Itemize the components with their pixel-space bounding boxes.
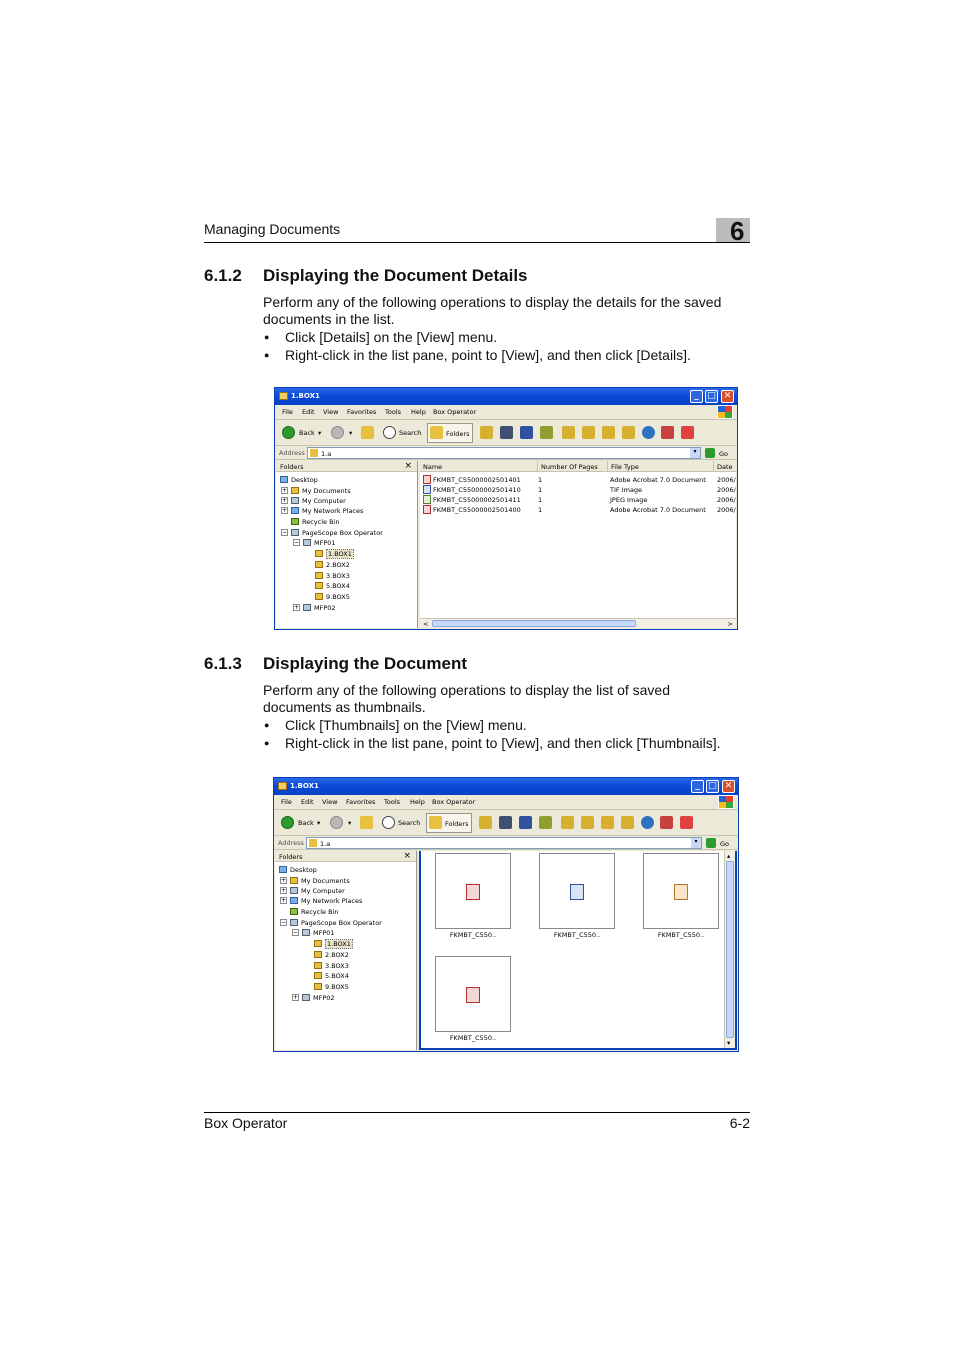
windows-logo-icon	[717, 405, 733, 419]
close-button[interactable]: ✕	[722, 780, 735, 793]
search-icon[interactable]	[383, 426, 396, 439]
computer-icon	[290, 887, 298, 894]
forward-arrow-icon[interactable]	[331, 426, 344, 439]
network-icon	[291, 507, 299, 514]
pdf-file-icon	[423, 475, 431, 484]
expand-icon[interactable]: +	[281, 897, 287, 904]
window-title: 1.BOX1	[290, 782, 319, 790]
go-arrow-icon	[705, 448, 715, 458]
section-heading-details	[204, 266, 528, 286]
go-label: Go	[719, 450, 729, 458]
box-icon	[314, 962, 322, 969]
expand-icon[interactable]: +	[293, 994, 299, 1001]
printer-icon	[302, 994, 310, 1001]
column-label: File Type	[611, 463, 639, 471]
column-label: Number Of Pages	[541, 463, 598, 471]
footer-product: Box Operator	[204, 1115, 288, 1131]
section-intro	[263, 294, 753, 328]
address-label: Address	[278, 839, 304, 847]
address-bar	[274, 836, 738, 850]
minimize-button[interactable]: _	[690, 390, 703, 403]
scroll-left-icon[interactable]: <	[423, 620, 429, 628]
menu-view[interactable]: View	[323, 408, 339, 416]
close-pane-icon[interactable]: ×	[403, 851, 411, 861]
go-button[interactable]	[706, 838, 736, 849]
address-value: 1.a	[321, 450, 332, 458]
box-icon	[314, 951, 322, 958]
tree-label: 2.BOX2	[325, 951, 349, 959]
thumbnail-label[interactable]: FKMBT_C550..	[553, 931, 601, 939]
folders-icon	[429, 816, 442, 829]
menu-box-operator[interactable]: Box Operator	[432, 798, 476, 806]
expand-icon[interactable]: +	[294, 604, 300, 611]
menu-tools[interactable]: Tools	[385, 408, 402, 416]
bullet-item: ● Click [Thumbnails] on the [View] menu.	[263, 716, 721, 734]
minimize-button[interactable]: _	[691, 780, 704, 793]
tree-label: My Computer	[301, 887, 345, 895]
cell-name[interactable]: FKMBT_C55000002501401	[433, 476, 521, 484]
tree-label: 9.BOX5	[326, 593, 350, 601]
sync-icon[interactable]	[661, 426, 674, 439]
thumbnail-label[interactable]: FKMBT_C550..	[657, 931, 705, 939]
window-title: 1.BOX1	[291, 392, 320, 400]
column-label: Date	[717, 463, 733, 471]
folders-pane-title: Folders	[280, 463, 304, 471]
folder-icon	[290, 877, 298, 884]
title-bar	[275, 388, 737, 405]
tree-label: My Network Places	[301, 897, 363, 905]
up-folder-icon[interactable]	[360, 816, 373, 829]
back-arrow-icon[interactable]	[281, 816, 294, 829]
bullet-list	[263, 328, 691, 364]
back-button-label[interactable]: Back	[298, 819, 314, 827]
tree-label: MFP02	[314, 604, 336, 612]
menu-bar	[275, 405, 737, 420]
close-pane-icon[interactable]: ×	[404, 461, 412, 471]
scan-icon[interactable]	[499, 816, 512, 829]
printer-icon	[303, 539, 311, 546]
intro-line: documents as thumbnails.	[263, 699, 426, 715]
header-rule	[204, 242, 750, 243]
bullet-list	[263, 716, 721, 752]
thumbnail-label[interactable]: FKMBT_C550..	[449, 1034, 497, 1042]
copy-icon[interactable]	[601, 816, 614, 829]
address-dropdown-icon[interactable]: ▾	[690, 448, 700, 458]
pdf-file-icon	[466, 987, 480, 1003]
menu-favorites[interactable]: Favorites	[346, 798, 376, 806]
maximize-button[interactable]: □	[706, 780, 719, 793]
folders-button[interactable]	[427, 423, 473, 443]
thumbnail-list-pane[interactable]	[419, 851, 737, 1050]
recycle-bin-icon	[291, 518, 299, 525]
menu-bar	[274, 795, 738, 810]
windows-logo-icon	[718, 795, 734, 809]
column-header-pages[interactable]	[538, 461, 608, 472]
column-header-name[interactable]	[420, 461, 538, 472]
menu-view[interactable]: View	[322, 798, 338, 806]
cell-type: Adobe Acrobat 7.0 Document	[610, 476, 706, 484]
go-label: Go	[720, 840, 730, 848]
cell-date: 2006/	[717, 476, 736, 484]
folder-icon	[291, 487, 299, 494]
box-icon	[315, 561, 323, 568]
network-icon	[290, 897, 298, 904]
section-number: 6.1.2	[204, 266, 242, 285]
thumbnail-card[interactable]	[435, 853, 511, 929]
tree-label: Desktop	[291, 476, 318, 484]
tree-label: My Network Places	[302, 507, 364, 515]
box-icon	[315, 593, 323, 600]
menu-tools[interactable]: Tools	[384, 798, 401, 806]
expand-icon[interactable]: +	[281, 887, 287, 894]
refresh-icon[interactable]	[642, 426, 655, 439]
section-title: Displaying the Document Details	[263, 266, 528, 285]
go-button[interactable]	[705, 448, 735, 459]
tree-label: 5.BOX4	[326, 582, 350, 590]
desktop-icon	[279, 866, 287, 873]
cell-pages: 1	[538, 506, 543, 514]
tree-label: Desktop	[290, 866, 317, 874]
import-icon[interactable]	[561, 816, 574, 829]
box-icon	[315, 582, 323, 589]
collapse-icon[interactable]: −	[293, 929, 299, 936]
tree-label: My Documents	[301, 877, 350, 885]
tree-label: My Documents	[302, 487, 351, 495]
cell-name[interactable]: FKMBT_C55000002501410	[433, 486, 521, 494]
tree-label: PageScope Box Operator	[301, 919, 382, 927]
column-header-file-type[interactable]	[608, 461, 714, 472]
address-label: Address	[279, 449, 305, 457]
settings-icon[interactable]	[539, 816, 552, 829]
menu-favorites[interactable]: Favorites	[347, 408, 377, 416]
cell-type: JPEG Image	[610, 496, 648, 504]
folders-pane-header	[276, 461, 417, 472]
cell-name[interactable]: FKMBT_C55000002501400	[433, 506, 521, 514]
forward-dropdown-icon[interactable]: ▾	[349, 429, 353, 437]
menu-edit[interactable]: Edit	[302, 408, 315, 416]
folders-pane-title: Folders	[279, 853, 303, 861]
back-button-label[interactable]: Back	[299, 429, 315, 437]
pdf-file-icon	[423, 505, 431, 514]
tree-label: 2.BOX2	[326, 561, 350, 569]
menu-edit[interactable]: Edit	[301, 798, 314, 806]
expand-icon[interactable]: +	[282, 497, 288, 504]
folders-button-label: Folders	[445, 820, 469, 828]
box-operator-icon	[290, 919, 298, 926]
column-label: Name	[423, 463, 443, 471]
up-folder-icon[interactable]	[361, 426, 374, 439]
cell-pages: 1	[538, 486, 543, 494]
running-header: Managing Documents	[204, 221, 341, 237]
sync-icon[interactable]	[660, 816, 673, 829]
close-button[interactable]: ✕	[721, 390, 734, 403]
box-operator-icon	[291, 529, 299, 536]
jpeg-file-icon	[423, 495, 431, 504]
tree-label: MFP01	[313, 929, 335, 937]
export-icon[interactable]	[581, 816, 594, 829]
intro-line: Perform any of the following operations to display the list of saved	[263, 682, 670, 698]
scrollbar-thumb[interactable]	[726, 861, 734, 1038]
scrollbar-thumb[interactable]	[432, 620, 636, 627]
cell-date: 2006/	[717, 486, 736, 494]
maximize-button[interactable]: □	[705, 390, 718, 403]
expand-icon[interactable]: +	[282, 487, 288, 494]
printer-icon	[302, 929, 310, 936]
folder-icon	[279, 392, 288, 400]
thumbnail-card[interactable]	[539, 853, 615, 929]
page-number: 6-2	[729, 1115, 750, 1131]
search-button-label[interactable]: Search	[399, 429, 422, 437]
go-arrow-icon	[706, 838, 716, 848]
search-icon[interactable]	[382, 816, 395, 829]
address-field[interactable]	[307, 447, 701, 459]
expand-icon[interactable]: +	[281, 877, 287, 884]
box-icon	[314, 972, 322, 979]
bullet-item: ● Right-click in the list pane, point to [View], and then click [Details].	[263, 346, 691, 364]
folders-button-label: Folders	[446, 430, 470, 438]
box-icon	[309, 839, 317, 847]
desktop-icon	[280, 476, 288, 483]
forward-arrow-icon[interactable]	[330, 816, 343, 829]
intro-line: documents in the list.	[263, 311, 395, 327]
back-arrow-icon[interactable]	[282, 426, 295, 439]
jpeg-file-icon	[674, 884, 688, 900]
cell-date: 2006/	[717, 496, 736, 504]
search-button-label[interactable]: Search	[398, 819, 421, 827]
bullet-item: ● Right-click in the list pane, point to [View], and then click [Thumbnails].	[263, 734, 721, 752]
folders-icon	[430, 426, 443, 439]
printer-icon	[303, 604, 311, 611]
thumbnail-label[interactable]: FKMBT_C550..	[449, 931, 497, 939]
folders-pane-header	[275, 851, 416, 862]
scroll-down-icon[interactable]: ▾	[727, 1039, 731, 1047]
import-icon[interactable]	[562, 426, 575, 439]
menu-help[interactable]: Help	[410, 798, 425, 806]
box-icon	[315, 550, 323, 557]
intro-line: Perform any of the following operations to display the details for the saved	[263, 294, 722, 310]
chapter-number: 6	[730, 216, 745, 246]
cell-type: Adobe Acrobat 7.0 Document	[610, 506, 706, 514]
tree-label: MFP01	[314, 539, 336, 547]
bullet-item: ● Click [Details] on the [View] menu.	[263, 328, 691, 346]
box-icon	[310, 449, 318, 457]
tree-label: 1.BOX1	[328, 550, 352, 558]
tree-label: 5.BOX4	[325, 972, 349, 980]
folders-pane	[276, 461, 418, 628]
toolbar	[274, 810, 738, 836]
scroll-up-icon[interactable]: ▴	[727, 852, 731, 860]
collapse-icon[interactable]: −	[294, 539, 300, 546]
column-header-date[interactable]	[714, 461, 738, 472]
folders-pane	[275, 851, 417, 1050]
collapse-icon[interactable]: −	[281, 919, 287, 926]
box-icon	[314, 940, 322, 947]
tree-label: 3.BOX3	[326, 572, 350, 580]
tree-label: Recycle Bin	[301, 908, 339, 916]
address-field[interactable]	[306, 837, 702, 849]
copy-icon[interactable]	[602, 426, 615, 439]
export-icon[interactable]	[582, 426, 595, 439]
address-dropdown-icon[interactable]: ▾	[691, 838, 701, 848]
footer-rule	[204, 1112, 750, 1113]
computer-icon	[291, 497, 299, 504]
folders-button[interactable]	[426, 813, 472, 833]
vertical-scrollbar[interactable]	[724, 851, 735, 1048]
tree-label: 3.BOX3	[325, 962, 349, 970]
title-bar	[274, 778, 738, 795]
details-list-pane[interactable]	[420, 461, 736, 628]
expand-icon[interactable]: +	[282, 507, 288, 514]
move-icon[interactable]	[621, 816, 634, 829]
settings-icon[interactable]	[540, 426, 553, 439]
cell-pages: 1	[538, 476, 543, 484]
box-icon	[314, 983, 322, 990]
horizontal-scrollbar[interactable]	[420, 618, 736, 628]
section-heading-document	[204, 654, 467, 674]
menu-file[interactable]: File	[282, 408, 293, 416]
tree-label: My Computer	[302, 497, 346, 505]
box-icon	[315, 572, 323, 579]
forward-dropdown-icon[interactable]: ▾	[348, 819, 352, 827]
delete-icon[interactable]	[680, 816, 693, 829]
explorer-window-thumbnails	[273, 777, 739, 1052]
delete-icon[interactable]	[681, 426, 694, 439]
cell-date: 2006/	[717, 506, 736, 514]
tif-file-icon	[423, 485, 431, 494]
cell-name[interactable]: FKMBT_C55000002501411	[433, 496, 521, 504]
move-icon[interactable]	[622, 426, 635, 439]
menu-file[interactable]: File	[281, 798, 292, 806]
box-icon[interactable]	[480, 426, 493, 439]
box-icon[interactable]	[479, 816, 492, 829]
cell-type: TIF Image	[610, 486, 643, 494]
cell-pages: 1	[538, 496, 543, 504]
folder-icon	[278, 782, 287, 790]
tree-label: MFP02	[313, 994, 335, 1002]
collapse-icon[interactable]: −	[282, 529, 288, 536]
back-dropdown-icon[interactable]: ▾	[317, 819, 321, 827]
recycle-bin-icon	[290, 908, 298, 915]
address-value: 1.a	[320, 840, 331, 848]
menu-box-operator[interactable]: Box Operator	[433, 408, 477, 416]
save-icon[interactable]	[519, 816, 532, 829]
tree-label: Recycle Bin	[302, 518, 340, 526]
scan-icon[interactable]	[500, 426, 513, 439]
thumbnail-card[interactable]	[643, 853, 719, 929]
menu-help[interactable]: Help	[411, 408, 426, 416]
toolbar	[275, 420, 737, 446]
explorer-window-details	[274, 387, 738, 630]
thumbnail-card[interactable]	[435, 956, 511, 1032]
scroll-right-icon[interactable]: >	[727, 620, 733, 628]
image-file-icon	[570, 884, 584, 900]
refresh-icon[interactable]	[641, 816, 654, 829]
tree-label: 9.BOX5	[325, 983, 349, 991]
section-title: Displaying the Document	[263, 654, 468, 673]
tree-label: PageScope Box Operator	[302, 529, 383, 537]
save-icon[interactable]	[520, 426, 533, 439]
section-number: 6.1.3	[204, 654, 242, 673]
address-bar	[275, 446, 737, 460]
pdf-file-icon	[466, 884, 480, 900]
tree-label: 1.BOX1	[327, 940, 351, 948]
section-intro	[263, 682, 753, 716]
back-dropdown-icon[interactable]: ▾	[318, 429, 322, 437]
